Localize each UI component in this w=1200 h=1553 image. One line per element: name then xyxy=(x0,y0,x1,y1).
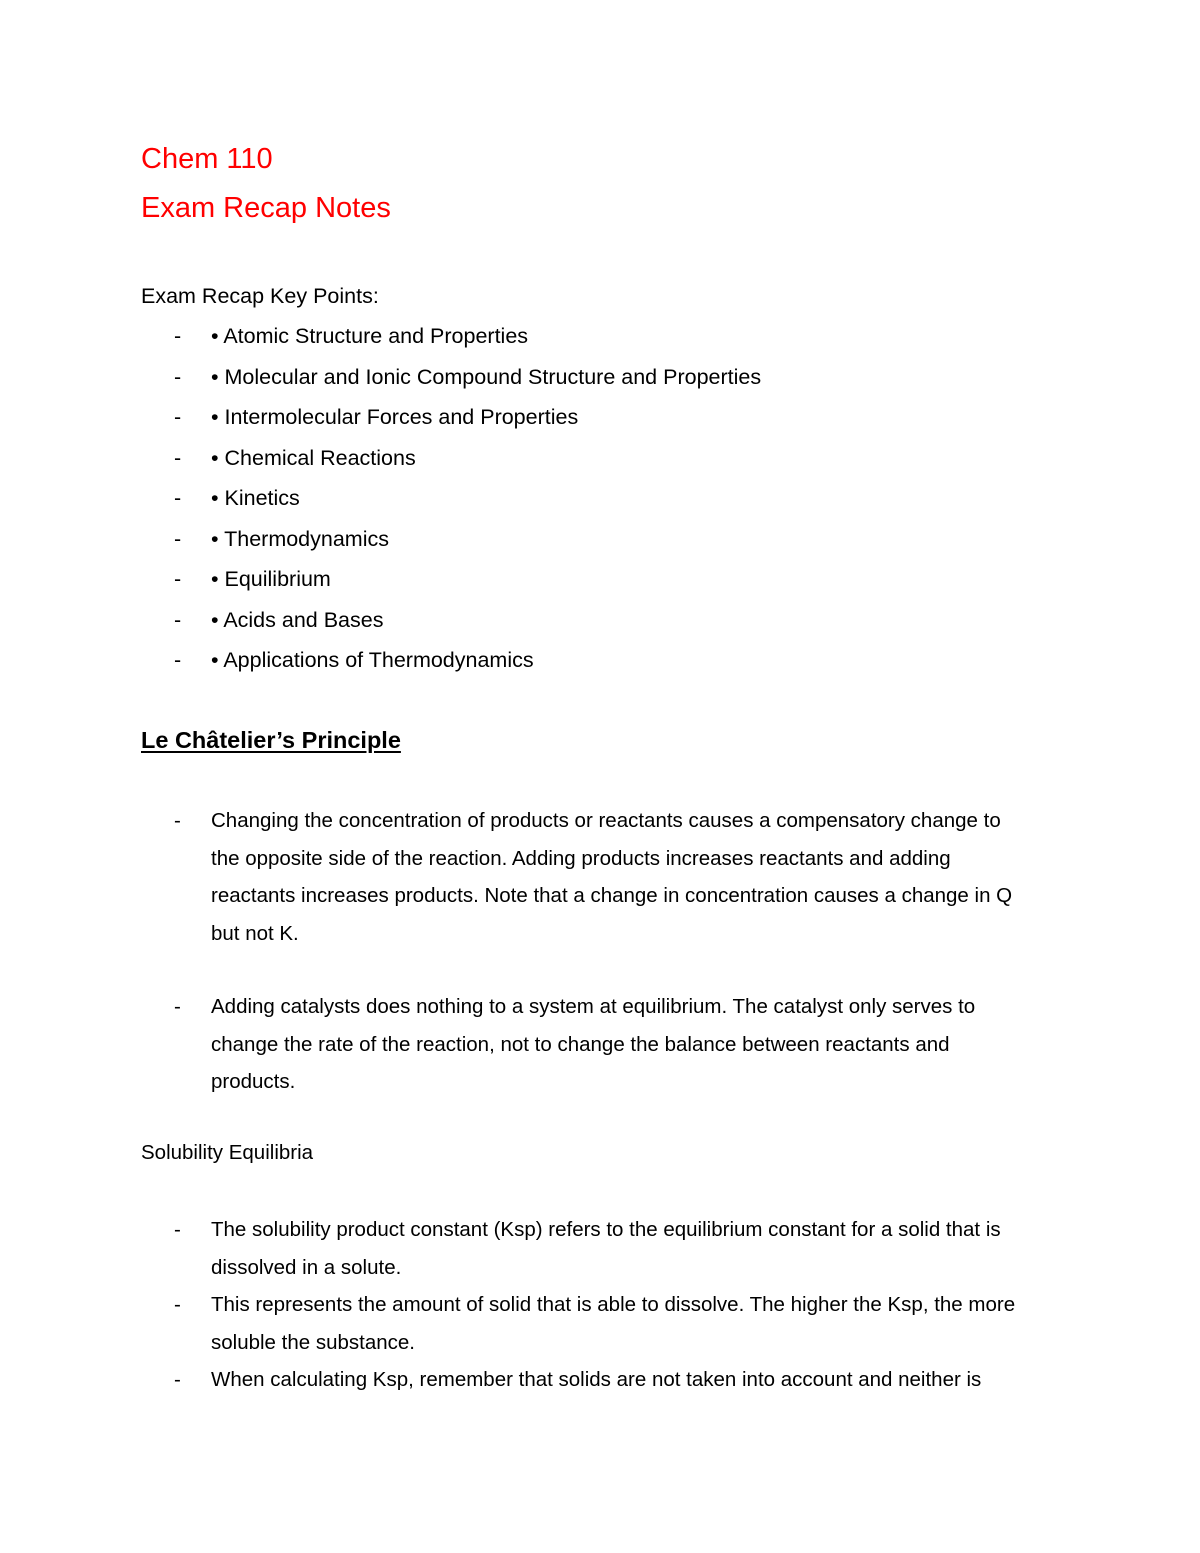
list-item-text: • Thermodynamics xyxy=(211,526,389,551)
paragraph-line: products. xyxy=(211,1070,296,1093)
paragraph-line: soluble the substance. xyxy=(211,1330,415,1354)
list-dash: - xyxy=(174,1293,181,1316)
list-dash: - xyxy=(174,567,182,591)
le-chatelier-point-catalysts xyxy=(0,988,1200,1101)
list-dash: - xyxy=(174,445,182,470)
list-item xyxy=(0,569,1200,610)
key-points-list xyxy=(0,326,1200,691)
list-item-text: • Equilibrium xyxy=(211,567,331,591)
paragraph-line: Adding catalysts does nothing to a system at equilibrium. The catalyst only serves to xyxy=(211,995,976,1018)
list-item-text: • Kinetics xyxy=(211,486,300,510)
list-item-text: • Acids and Bases xyxy=(211,607,384,632)
list-item xyxy=(0,607,1200,651)
list-dash: - xyxy=(174,364,182,389)
list-dash: - xyxy=(174,995,181,1018)
list-item xyxy=(0,650,1200,691)
paragraph-line: This represents the amount of solid that is able to dissolve. The higher the Ksp, the more xyxy=(211,1293,1016,1316)
le-chatelier-heading: Le Châtelier’s Principle xyxy=(141,727,401,753)
list-dash: - xyxy=(174,607,182,632)
paragraph-line: The solubility product constant (Ksp) refers to the equilibrium constant for a solid that is xyxy=(211,1218,1001,1241)
list-item xyxy=(0,488,1200,529)
paragraph-line: the opposite side of the reaction. Adding products increases reactants and adding xyxy=(211,846,951,870)
paragraph-line: Changing the concentration of products or reactants causes a compensatory change to xyxy=(211,809,1001,832)
le-chatelier-point-concentration xyxy=(0,802,1200,952)
list-item-text: • Intermolecular Forces and Properties xyxy=(211,405,579,429)
list-dash: - xyxy=(174,526,182,551)
paragraph-line: but not K. xyxy=(211,921,299,945)
list-item xyxy=(0,364,1200,408)
list-item xyxy=(0,326,1200,367)
solubility-point-ksp-meaning xyxy=(0,1286,1200,1361)
paragraph-line: change the rate of the reaction, not to change the balance between reactants and xyxy=(211,1032,950,1056)
list-dash: - xyxy=(174,324,182,348)
solubility-point-ksp-definition xyxy=(0,1211,1200,1286)
key-points-heading: Exam Recap Key Points: xyxy=(141,284,379,308)
document-subtitle: Exam Recap Notes xyxy=(141,192,391,224)
list-dash: - xyxy=(174,648,182,672)
paragraph-line: dissolved in a solute. xyxy=(211,1255,402,1279)
list-dash: - xyxy=(174,1218,181,1241)
solubility-point-ksp-calculation xyxy=(0,1361,1200,1399)
list-item xyxy=(0,407,1200,448)
list-item-text: • Atomic Structure and Properties xyxy=(211,324,529,348)
list-item-text: • Chemical Reactions xyxy=(211,445,416,470)
course-title: Chem 110 xyxy=(141,143,273,175)
paragraph-line: reactants increases products. Note that a change in concentration causes a change in Q xyxy=(211,884,1013,907)
list-item-text: • Applications of Thermodynamics xyxy=(211,648,534,672)
list-dash: - xyxy=(174,1368,181,1391)
list-dash: - xyxy=(174,809,181,832)
list-dash: - xyxy=(174,405,182,429)
list-item xyxy=(0,445,1200,489)
list-item-text: • Molecular and Ionic Compound Structure and Properties xyxy=(211,364,762,389)
solubility-heading: Solubility Equilibria xyxy=(141,1141,314,1164)
list-dash: - xyxy=(174,486,182,510)
paragraph-line: When calculating Ksp, remember that solids are not taken into account and neither is xyxy=(211,1368,982,1391)
list-item xyxy=(0,526,1200,570)
